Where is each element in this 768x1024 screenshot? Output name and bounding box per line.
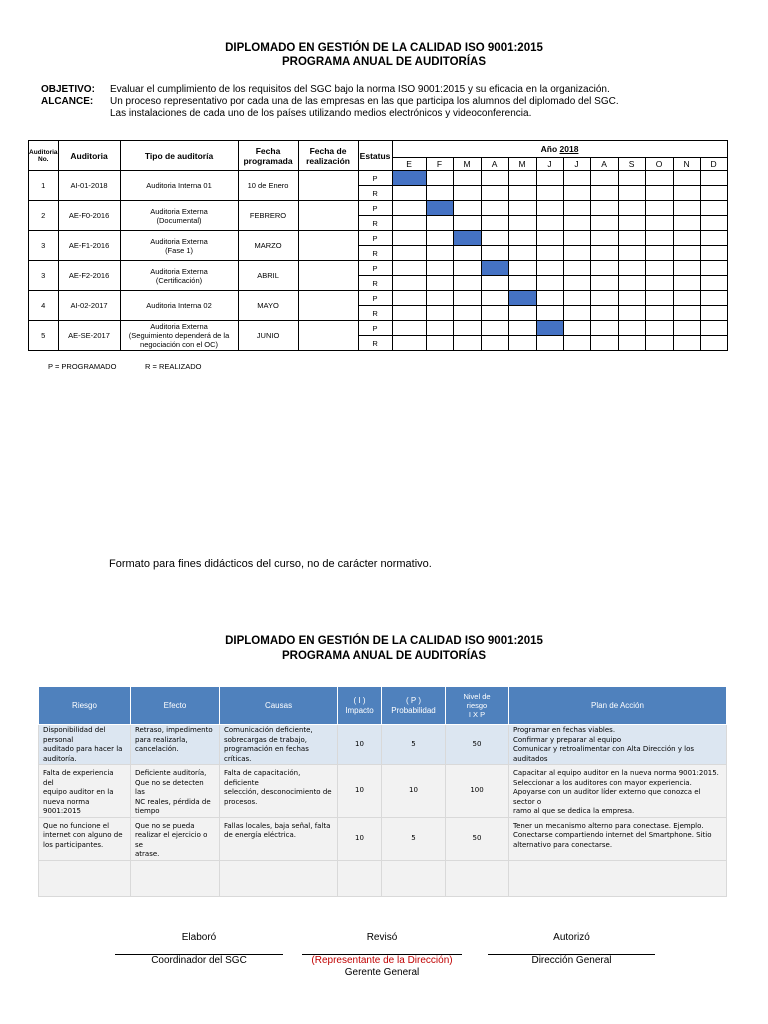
probability-cell: 10 [382,765,446,818]
month-cell [700,201,727,216]
audit-code-cell: AE-F1-2016 [58,231,120,261]
month-header: F [426,158,453,171]
signature-role-autorizo: Dirección General [531,955,612,966]
header-audit: Auditoria [58,141,120,171]
month-cell [536,216,563,231]
month-header: J [563,158,590,171]
month-cell [563,186,590,201]
action-plan-cell: Programar en fechas viables. Confirmar y preparar al equipo Comunicar y retroalimentar con Alta Dirección y los auditados [509,725,727,765]
month-cell [590,291,618,306]
probability-cell: 5 [382,817,446,860]
done-date-cell [298,171,358,201]
month-cell [392,261,426,276]
month-cell [590,261,618,276]
probability-cell: 5 [382,725,446,765]
action-plan-cell [509,860,727,896]
month-cell [508,201,536,216]
schedule-row [29,201,728,216]
header-year: Año 2018 [392,141,727,158]
month-cell [508,246,536,261]
month-cell [700,216,727,231]
cause-cell: Falta de capacitación, deficiente selección, desconocimiento de procesos. [220,765,338,818]
month-cell [508,336,536,351]
month-cell [590,231,618,246]
month-cell [481,231,508,246]
month-cell [673,186,700,201]
month-cell [673,201,700,216]
risk-row [39,725,727,765]
risk-level-cell: 100 [446,765,509,818]
probability-cell [382,860,446,896]
month-cell [645,201,673,216]
month-cell [426,186,453,201]
month-cell [392,201,426,216]
planned-date-cell: 10 de Enero [238,171,298,201]
signature-reviso: Revisó [366,932,398,943]
effect-cell: Deficiente auditoría, Que no se detecten las NC reales, pérdida de tiempo [131,765,220,818]
schedule-row [29,291,728,306]
status-programmed-cell: P [358,201,392,216]
month-cell [645,246,673,261]
month-cell [673,216,700,231]
month-cell [645,336,673,351]
header-status: Estatus [358,141,392,171]
status-programmed-cell: P [358,291,392,306]
programmed-bar [392,171,426,186]
planned-date-cell: MAYO [238,291,298,321]
audit-code-cell: AI-02-2017 [58,291,120,321]
month-cell [563,276,590,291]
month-cell [673,246,700,261]
month-cell [508,216,536,231]
month-cell [481,216,508,231]
month-cell [536,336,563,351]
month-header: N [673,158,700,171]
audit-code-cell: AE-F0-2016 [58,201,120,231]
audit-no-cell: 4 [29,291,59,321]
month-cell [673,291,700,306]
month-cell [536,201,563,216]
month-cell [453,246,481,261]
planned-date-cell: ABRIL [238,261,298,291]
month-cell [590,321,618,336]
month-cell [590,276,618,291]
audit-type-cell: Auditoria Interna 02 [120,291,238,321]
legend-realized: R = REALIZADO [145,362,202,371]
month-cell [453,291,481,306]
planned-date-cell: MARZO [238,231,298,261]
status-realized-cell: R [358,216,392,231]
planned-date-cell: JUNIO [238,321,298,351]
month-cell [645,186,673,201]
month-cell [426,216,453,231]
month-cell [618,201,645,216]
month-cell [481,201,508,216]
programmed-bar [426,201,453,216]
month-cell [392,186,426,201]
month-cell [481,171,508,186]
month-cell [618,186,645,201]
done-date-cell [298,231,358,261]
risk-row [39,765,727,818]
signature-role-elaboro: Coordinador del SGC [151,955,247,966]
risk-row [39,817,727,860]
month-cell [392,321,426,336]
status-programmed-cell: P [358,171,392,186]
month-cell [645,291,673,306]
month-cell [453,171,481,186]
month-cell [392,291,426,306]
month-cell [392,231,426,246]
impact-cell: 10 [338,765,382,818]
cause-cell: Comunicación deficiente, sobrecargas de trabajo, programación en fechas críticas. [220,725,338,765]
programmed-bar [481,261,508,276]
risk-cell: Que no funcione el internet con alguno de los participantes. [39,817,131,860]
month-cell [618,291,645,306]
month-cell [508,261,536,276]
programmed-bar [453,231,481,246]
month-cell [392,336,426,351]
header-impacto: ( I ) Impacto [338,687,382,725]
page-subtitle-2: PROGRAMA ANUAL DE AUDITORÍAS [281,650,487,662]
month-cell [536,186,563,201]
month-cell [426,306,453,321]
month-cell [700,231,727,246]
status-realized-cell: R [358,246,392,261]
month-cell [536,261,563,276]
month-cell [453,276,481,291]
legend-programmed: P = PROGRAMADO [48,362,117,371]
month-cell [508,231,536,246]
month-cell [481,186,508,201]
month-cell [426,291,453,306]
month-cell [590,171,618,186]
audit-code-cell: AI-01-2018 [58,171,120,201]
month-cell [453,186,481,201]
schedule-row [29,231,728,246]
audit-no-cell: 1 [29,171,59,201]
risk-level-cell [446,860,509,896]
month-cell [563,171,590,186]
status-realized-cell: R [358,186,392,201]
status-realized-cell: R [358,276,392,291]
month-cell [673,306,700,321]
header-causas: Causas [220,687,338,725]
month-cell [590,186,618,201]
page-title: DIPLOMADO EN GESTIÓN DE LA CALIDAD ISO 9001:2015 [225,42,543,54]
month-header: O [645,158,673,171]
month-cell [563,336,590,351]
status-programmed-cell: P [358,321,392,336]
audit-type-cell: Auditoria Externa (Seguimiento dependerá de la negociación con el OC) [120,321,238,351]
objective-text: Evaluar el cumplimiento de los requisitos del SGC bajo la norma ISO 9001:2015 y su eficacia en la organización. [110,84,610,95]
month-cell [392,216,426,231]
audit-no-cell: 2 [29,201,59,231]
month-cell [590,201,618,216]
signature-autorizo: Autorizó [553,932,590,943]
effect-cell [131,860,220,896]
month-cell [453,261,481,276]
month-header: S [618,158,645,171]
month-cell [392,306,426,321]
audit-no-cell: 3 [29,231,59,261]
month-cell [426,231,453,246]
month-cell [618,216,645,231]
audit-code-cell: AE-SE-2017 [58,321,120,351]
audit-no-cell: 5 [29,321,59,351]
audit-schedule-table [28,140,728,351]
month-cell [700,321,727,336]
month-cell [645,306,673,321]
month-cell [453,306,481,321]
month-cell [563,246,590,261]
risk-table [38,686,727,897]
month-cell [453,216,481,231]
month-cell [563,201,590,216]
month-cell [508,186,536,201]
month-cell [508,321,536,336]
month-cell [700,276,727,291]
header-plan: Plan de Acción [509,687,727,725]
month-cell [590,306,618,321]
audit-type-cell: Auditoria Externa (Documental) [120,201,238,231]
signature-role-reviso: (Representante de la Dirección) [311,955,453,966]
done-date-cell [298,291,358,321]
cause-cell [220,860,338,896]
month-cell [426,171,453,186]
month-cell [700,171,727,186]
header-done-date: Fecha de realización [298,141,358,171]
risk-level-cell: 50 [446,817,509,860]
month-cell [536,306,563,321]
month-cell [563,306,590,321]
month-cell [453,336,481,351]
month-cell [481,291,508,306]
status-realized-cell: R [358,306,392,321]
done-date-cell [298,321,358,351]
scope-text-line2: Las instalaciones de cada uno de los países utilizando medios electrónicos y videoconferencia. [110,108,532,119]
done-date-cell [298,261,358,291]
month-cell [700,291,727,306]
month-cell [700,246,727,261]
month-cell [673,231,700,246]
page-subtitle: PROGRAMA ANUAL DE AUDITORÍAS [281,56,487,68]
month-cell [673,276,700,291]
month-cell [392,246,426,261]
month-cell [673,321,700,336]
month-cell [618,231,645,246]
objective-label: OBJETIVO: [41,84,95,95]
month-cell [536,246,563,261]
month-cell [481,336,508,351]
month-header: J [536,158,563,171]
month-header: M [508,158,536,171]
status-programmed-cell: P [358,261,392,276]
month-cell [618,321,645,336]
month-cell [481,246,508,261]
month-cell [590,336,618,351]
scope-label: ALCANCE: [41,96,94,107]
month-cell [563,231,590,246]
month-cell [536,231,563,246]
planned-date-cell: FEBRERO [238,201,298,231]
month-cell [536,171,563,186]
month-cell [426,261,453,276]
month-cell [618,246,645,261]
month-cell [563,291,590,306]
month-cell [645,321,673,336]
month-cell [618,261,645,276]
month-cell [426,246,453,261]
month-header: A [481,158,508,171]
month-header: M [453,158,481,171]
audit-code-cell: AE-F2-2016 [58,261,120,291]
month-header: E [392,158,426,171]
month-cell [392,276,426,291]
month-cell [481,321,508,336]
didactic-note: Formato para fines didácticos del curso, no de carácter normativo. [109,558,432,570]
risk-cell: Falta de experiencia del equipo auditor en la nueva norma 9001:2015 [39,765,131,818]
done-date-cell [298,201,358,231]
month-header: D [700,158,727,171]
audit-type-cell: Auditoria Externa (Certificación) [120,261,238,291]
status-programmed-cell: P [358,231,392,246]
month-cell [590,216,618,231]
month-cell [563,321,590,336]
status-realized-cell: R [358,336,392,351]
month-cell [481,306,508,321]
month-cell [453,201,481,216]
header-efecto: Efecto [131,687,220,725]
month-cell [700,261,727,276]
impact-cell [338,860,382,896]
page-title-2: DIPLOMADO EN GESTIÓN DE LA CALIDAD ISO 9001:2015 [225,635,543,647]
month-cell [673,171,700,186]
effect-cell: Retraso, impedimento para realizarla, cancelación. [131,725,220,765]
header-riesgo: Riesgo [39,687,131,725]
effect-cell: Que no se pueda realizar el ejercicio o se atrase. [131,817,220,860]
month-cell [426,336,453,351]
month-cell [508,276,536,291]
header-audit-type: Tipo de auditoría [120,141,238,171]
month-cell [645,276,673,291]
month-cell [563,216,590,231]
month-cell [700,186,727,201]
audit-type-cell: Auditoria Interna 01 [120,171,238,201]
cause-cell: Fallas locales, baja señal, falta de energía eléctrica. [220,817,338,860]
month-cell [645,231,673,246]
signature-role-reviso-2: Gerente General [344,967,420,978]
action-plan-cell: Tener un mecanismo alterno para conectase. Ejemplo. Conectarse compartiendo internet del Smartphone. Sitio alternativo para conectarse. [509,817,727,860]
header-planned-date: Fecha programada [238,141,298,171]
header-probabilidad: ( P ) Probabilidad [382,687,446,725]
month-cell [618,276,645,291]
risk-cell [39,860,131,896]
schedule-row [29,261,728,276]
impact-cell: 10 [338,725,382,765]
month-cell [426,321,453,336]
audit-type-cell: Auditoria Externa (Fase 1) [120,231,238,261]
risk-row [39,860,727,896]
programmed-bar [536,321,563,336]
programmed-bar [508,291,536,306]
header-audit-no: Auditoria No. [29,141,59,171]
month-cell [673,336,700,351]
month-header: A [590,158,618,171]
header-nivel: Nivel de riesgo I X P [446,687,509,725]
month-cell [645,171,673,186]
audit-no-cell: 3 [29,261,59,291]
month-cell [481,276,508,291]
month-cell [590,246,618,261]
month-cell [536,291,563,306]
month-cell [563,261,590,276]
risk-level-cell: 50 [446,725,509,765]
month-cell [453,321,481,336]
month-cell [508,171,536,186]
month-cell [673,261,700,276]
schedule-row [29,321,728,336]
schedule-row [29,171,728,186]
month-cell [618,171,645,186]
month-cell [618,336,645,351]
impact-cell: 10 [338,817,382,860]
signature-elaboro: Elaboró [181,932,217,943]
month-cell [536,276,563,291]
scope-text-line1: Un proceso representativo por cada una de las empresas en las que participa los alumnos del diplomado del SGC. [110,96,619,107]
risk-cell: Disponibilidad del personal auditado para hacer la auditoría. [39,725,131,765]
month-cell [426,276,453,291]
risk-header-row [39,687,727,725]
month-cell [700,306,727,321]
month-cell [645,261,673,276]
month-cell [700,336,727,351]
action-plan-cell: Capacitar al equipo auditor en la nueva norma 9001:2015. Seleccionar a los auditores con mayor experiencia. Apoyarse con un auditor líder externo que conozca el sector o ramo al que se dedica la empresa. [509,765,727,818]
month-cell [508,306,536,321]
month-cell [618,306,645,321]
month-cell [645,216,673,231]
